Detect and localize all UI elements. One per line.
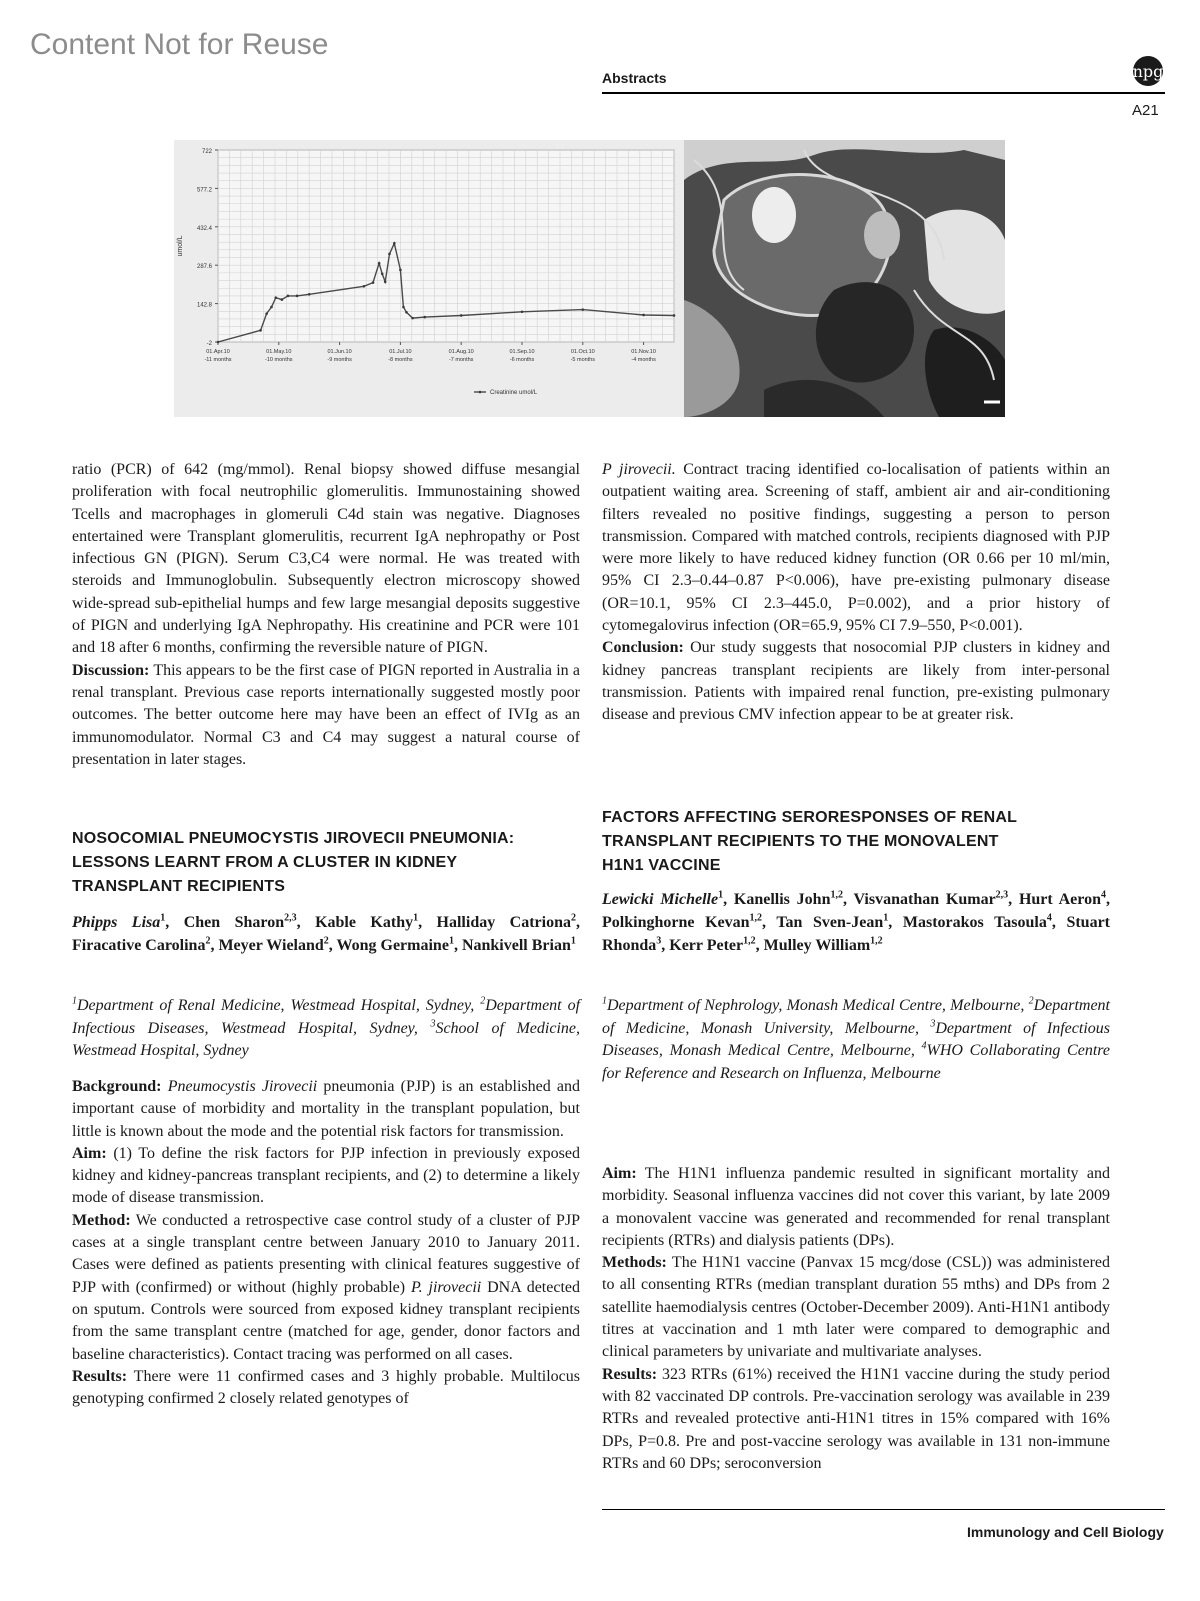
electron-micrograph (684, 140, 1005, 417)
right-column-top (602, 459, 1110, 727)
author-name: , Stuart Rhonda (602, 914, 1110, 954)
data-point (388, 253, 391, 256)
results-label: Results: (72, 1367, 128, 1385)
affil-sup: 1 (72, 995, 77, 1007)
discussion-text: This appears to be the first case of PIGN reported in Australia in a renal transplant. Previous case reports internationally suggested mostly poor outcomes. The better outcome here may have been an effect of IVIg as an immunomodulator. Normal C3 and C4 may suggest a natural course of presentation in later stages. (72, 661, 580, 768)
x-tick-sublabel: -4 months (631, 357, 656, 363)
author-name: , Mastorakos Tasoula (888, 914, 1047, 931)
watermark: Content Not for Reuse (30, 28, 329, 61)
methods-label: Methods: (602, 1254, 667, 1272)
results-text: 323 RTRs (61%) received the H1N1 vaccine during the study period with 82 vaccinated DP controls. Pre-vaccination serology was available in 239 RTRs and revealed protective anti-H1N1 titres in 15% compared with 16% DPs, P=0.8. Pre and post-vaccine serology was available in 131 non-immune RTRs and 60 DPs; seroconversion (602, 1365, 1110, 1472)
background-paragraph (72, 1076, 580, 1143)
x-tick-label: 01.Oct.10 (570, 349, 595, 355)
author-name: , Firacative Carolina (72, 914, 581, 954)
author-sup: 2,3 (995, 889, 1009, 901)
journal-footer: Immunology and Cell Biology (967, 1524, 1164, 1540)
footer-rule (602, 1509, 1165, 1510)
y-axis-label: umol/L (177, 235, 184, 257)
data-point (281, 298, 284, 301)
data-point (378, 262, 381, 265)
left-article-title: NOSOCOMIAL PNEUMOCYSTIS JIROVECII PNEUMONIA: LESSONS LEARNT FROM A CLUSTER IN KIDNEY TRANSPLANT RECIPIENTS (72, 830, 515, 895)
author-sup: 1 (718, 889, 724, 901)
affil-sup: 3 (430, 1018, 436, 1030)
y-tick-label: 432.4 (196, 225, 212, 232)
author-name: Phipps Lisa (72, 914, 161, 931)
x-tick-label: 01.May.10 (266, 349, 292, 355)
left-authors (72, 911, 580, 957)
affil-sup: 4 (921, 1040, 927, 1052)
left-case-paragraph: ratio (PCR) of 642 (mg/mmol). Renal biopsy showed diffuse mesangial proliferation with focal neutrophilic glomerulitis. Immunostaining showed Tcells and macrophages in glomeruli C4d stain was negative. Diagnoses entertained were Transplant glomerulitis, recurrent IgA nephropathy or Post infectious GN (PIGN). Serum C3,C4 were normal. He was treated with steroids and Immunoglobulin. Subsequently electron microscopy showed wide-spread sub-epithelial humps and few large mesangial deposits suggestive of PIGN and underlying IgA Nephropathy. His creatinine and PCR were 101 and 18 after 6 months, confirming the reversible nature of PIGN. (72, 461, 580, 657)
author-name: , Kable Kathy (296, 914, 414, 931)
method-text-b: DNA detected on sputum. Controls were sourced from exposed kidney transplant recipients from the same transplant centre (matched for age, gender, donor factors and baseline characteristics). Contact tracing was performed on all cases. (72, 1278, 581, 1363)
author-name: , Hurt Aeron (1008, 891, 1101, 908)
micrograph-image (684, 140, 1005, 417)
x-tick-sublabel: -8 months (388, 357, 413, 363)
data-point (399, 269, 402, 272)
data-point (287, 295, 290, 298)
data-point (521, 310, 524, 313)
left-affiliations (72, 995, 580, 1063)
left-column-body (72, 1076, 580, 1410)
x-tick-label: 01.Jun.10 (327, 349, 352, 355)
author-sup: 1 (448, 935, 454, 947)
creatinine-chart (174, 140, 684, 417)
affil-sup: 2 (480, 995, 486, 1007)
author-name: , Tan Sven-Jean (762, 914, 884, 931)
results-label: Results: (602, 1365, 658, 1383)
affil-text: Department of Infectious Diseases, Monash Medical Centre, Melbourne, (602, 1019, 1111, 1059)
right-continuation-paragraph (602, 459, 1110, 637)
author-sup: 1 (160, 912, 166, 924)
author-name: , Polkinghorne Kevan (602, 891, 1110, 931)
data-point (363, 285, 366, 288)
author-name: Lewicki Michelle (602, 891, 719, 908)
header-rule (602, 92, 1165, 94)
left-discussion-paragraph (72, 660, 580, 771)
author-sup: 1 (883, 912, 889, 924)
h1n1-methods-paragraph (602, 1252, 1110, 1363)
right-affiliations (602, 995, 1110, 1085)
background-text: pneumonia (PJP) is an established and important cause of morbidity and mortality in the transplant population, but little is known about the mode and the potential risk factors for transmission. (72, 1078, 580, 1140)
data-point (384, 281, 387, 284)
data-point (423, 316, 426, 319)
affil-sup: 1 (602, 995, 607, 1007)
author-sup: 1,2 (743, 935, 756, 947)
aim-paragraph (72, 1143, 580, 1210)
data-point (405, 311, 408, 314)
aim-text: The H1N1 influenza pandemic resulted in significant mortality and morbidity. Seasonal influenza vaccines did not cover this variant, by late 2009 a monovalent vaccine was generated and recommended for renal transplant recipients (RTRs) and dialysis patients (DPs). (602, 1165, 1110, 1249)
aim-label: Aim: (72, 1144, 107, 1162)
legend-label: Creatinine umol/L (490, 390, 538, 396)
author-name: , Visvanathan Kumar (842, 891, 996, 908)
author-sup: 1 (570, 935, 576, 947)
author-name: , Meyer Wieland (210, 937, 324, 954)
author-sup: 4 (1046, 912, 1052, 924)
background-italic: Pneumocystis Jirovecii (161, 1078, 318, 1095)
x-tick-sublabel: -6 months (509, 357, 535, 363)
x-tick-sublabel: -11 months (204, 357, 232, 363)
x-tick-sublabel: -5 months (570, 357, 596, 363)
author-name: , Nankivell Brian (453, 937, 571, 954)
x-tick-label: 01.Apr.10 (206, 349, 230, 355)
x-tick-label: 01.Aug.10 (448, 349, 474, 355)
data-point (642, 314, 645, 317)
y-tick-label: -2 (206, 341, 212, 347)
h1n1-results-paragraph (602, 1364, 1110, 1475)
results-text: There were 11 confirmed cases and 3 highly probable. Multilocus genotyping confirmed 2 closely related genotypes of (72, 1367, 580, 1408)
author-sup: 2,3 (284, 912, 297, 924)
data-point (411, 317, 414, 320)
x-tick-sublabel: -9 months (327, 357, 352, 363)
continuation-text: Contract tracing identified co-localisation of patients within an outpatient waiting area. Screening of staff, ambient air and air-conditioning filters revealed no positive findings, suggesting a person to person transmission. Compared with matched controls, recipients diagnosed with PJP were more likely to have reduced kidney function (OR 0.66 per 10 ml/min, 95% CI 2.3–0.44–0.87 P<0.006), have pre-existing pulmonary disease (OR=10.1, 95% CI 2.3–445.0, P=0.002), and a prior history of cytomegalovirus infection (OR=65.9, 95% CI 7.9–550, P<0.001). (602, 461, 1111, 635)
results-paragraph (72, 1366, 580, 1411)
x-tick-label: 01.Nov.10 (631, 349, 656, 355)
author-name: , Mulley William (755, 937, 871, 954)
affil-text: Department of Medicine, Monash University, Melbourne, (602, 997, 1110, 1037)
author-sup: 1,2 (749, 912, 763, 924)
data-point (460, 314, 463, 317)
right-authors (602, 888, 1110, 957)
y-tick-label: 142.8 (196, 302, 212, 309)
author-name: , Kerr Peter (661, 937, 744, 954)
data-point (402, 306, 405, 309)
author-sup: 2 (323, 935, 329, 947)
author-name: , Chen Sharon (165, 914, 285, 931)
aim-text: (1) To define the risk factors for PJP infection in previously exposed kidney and kidney-pancreas transplant recipients, and (2) to determine a likely mode of disease transmission. (72, 1144, 580, 1207)
y-tick-label: 722 (201, 149, 212, 155)
figure (174, 140, 1005, 417)
affil-text: Department of Infectious Diseases, Westmead Hospital, Sydney, (72, 997, 581, 1037)
method-italic: P. jirovecii (410, 1278, 482, 1296)
conclusion-text: Our study suggests that nosocomial PJP clusters in kidney and kidney pancreas transplant recipients are likely from inter-personal transmission. Patients with impaired renal function, pre-existing pulmonary disease and previous CMV infection appear to be at greater risk. (602, 639, 1110, 724)
data-point (265, 312, 268, 315)
creatinine-chart-panel (174, 140, 684, 417)
data-point (270, 306, 273, 309)
affil-sup: 3 (930, 1018, 936, 1030)
data-point (217, 341, 220, 344)
legend-marker (479, 391, 482, 394)
background-label: Background: (72, 1078, 162, 1095)
page-number: A21 (1132, 102, 1159, 119)
y-tick-label: 577.2 (196, 187, 212, 194)
h1n1-aim-paragraph (602, 1163, 1110, 1252)
author-name: , Halliday Catriona (418, 914, 572, 931)
x-tick-label: 01.Jul.10 (389, 349, 412, 355)
affil-text: WHO Collaborating Centre for Reference and Research on Influenza, Melbourne (602, 1042, 1111, 1082)
data-point (582, 308, 585, 311)
author-sup: 2 (571, 912, 577, 924)
methods-text: The H1N1 vaccine (Panvax 15 mcg/dose (CSL)) was administered to all consenting RTRs (median transplant duration 55 mths) and DPs from 2 satellite haemodialysis centres (October-December 2009). Anti-H1N1 antibody titres at vaccination and 1 mth later were compared to demographic and clinical parameters by univariate and multivariate analyses. (602, 1254, 1110, 1361)
x-tick-label: 01.Sep.10 (509, 349, 535, 355)
aim-label: Aim: (602, 1165, 637, 1182)
author-name: , Wong Germaine (328, 937, 449, 954)
author-sup: 3 (656, 935, 662, 947)
left-column-top (72, 459, 580, 771)
data-point (372, 281, 375, 284)
author-sup: 2 (205, 935, 211, 947)
data-point (381, 273, 384, 276)
author-sup: 4 (1101, 889, 1106, 901)
affil-text: Department of Nephrology, Monash Medical Centre, Melbourne, (607, 997, 1029, 1014)
x-tick-sublabel: -7 months (448, 357, 474, 363)
author-sup: 1,2 (830, 889, 843, 901)
y-tick-label: 287.6 (196, 264, 212, 271)
data-point (393, 242, 396, 245)
data-point (673, 314, 676, 317)
right-article-title: FACTORS AFFECTING SERORESPONSES OF RENAL TRANSPLANT RECIPIENTS TO THE MONOVALENT H1N1 VACCINE (602, 809, 1017, 874)
affil-text: Department of Renal Medicine, Westmead Hospital, Sydney, (77, 997, 481, 1014)
data-point (274, 296, 277, 299)
data-point (259, 329, 262, 332)
continuation-italic: P jirovecii. (602, 461, 676, 478)
author-sup: 1 (413, 912, 419, 924)
data-point (308, 293, 311, 296)
npg-logo-icon: npg (1133, 56, 1163, 86)
method-paragraph (72, 1210, 580, 1366)
author-sup: 1,2 (870, 935, 883, 947)
conclusion-paragraph (602, 637, 1110, 726)
section-header: Abstracts (602, 70, 667, 86)
data-point (296, 295, 299, 298)
affil-text: School of Medicine, Westmead Hospital, Sydney (72, 1019, 581, 1059)
discussion-label: Discussion: (72, 661, 150, 679)
x-tick-sublabel: -10 months (265, 357, 293, 363)
method-label: Method: (72, 1211, 131, 1229)
right-column-body (602, 1163, 1110, 1475)
author-name: , Kanellis John (723, 891, 831, 908)
conclusion-label: Conclusion: (602, 639, 684, 657)
method-text: We conducted a retrospective case control study of a cluster of PJP cases at a single transplant centre between January 2010 to January 2011. Cases were defined as patients presenting with clinical features suggestive of PJP with (confirmed) or without (highly probable) (72, 1211, 580, 1296)
affil-sup: 2 (1028, 995, 1034, 1007)
